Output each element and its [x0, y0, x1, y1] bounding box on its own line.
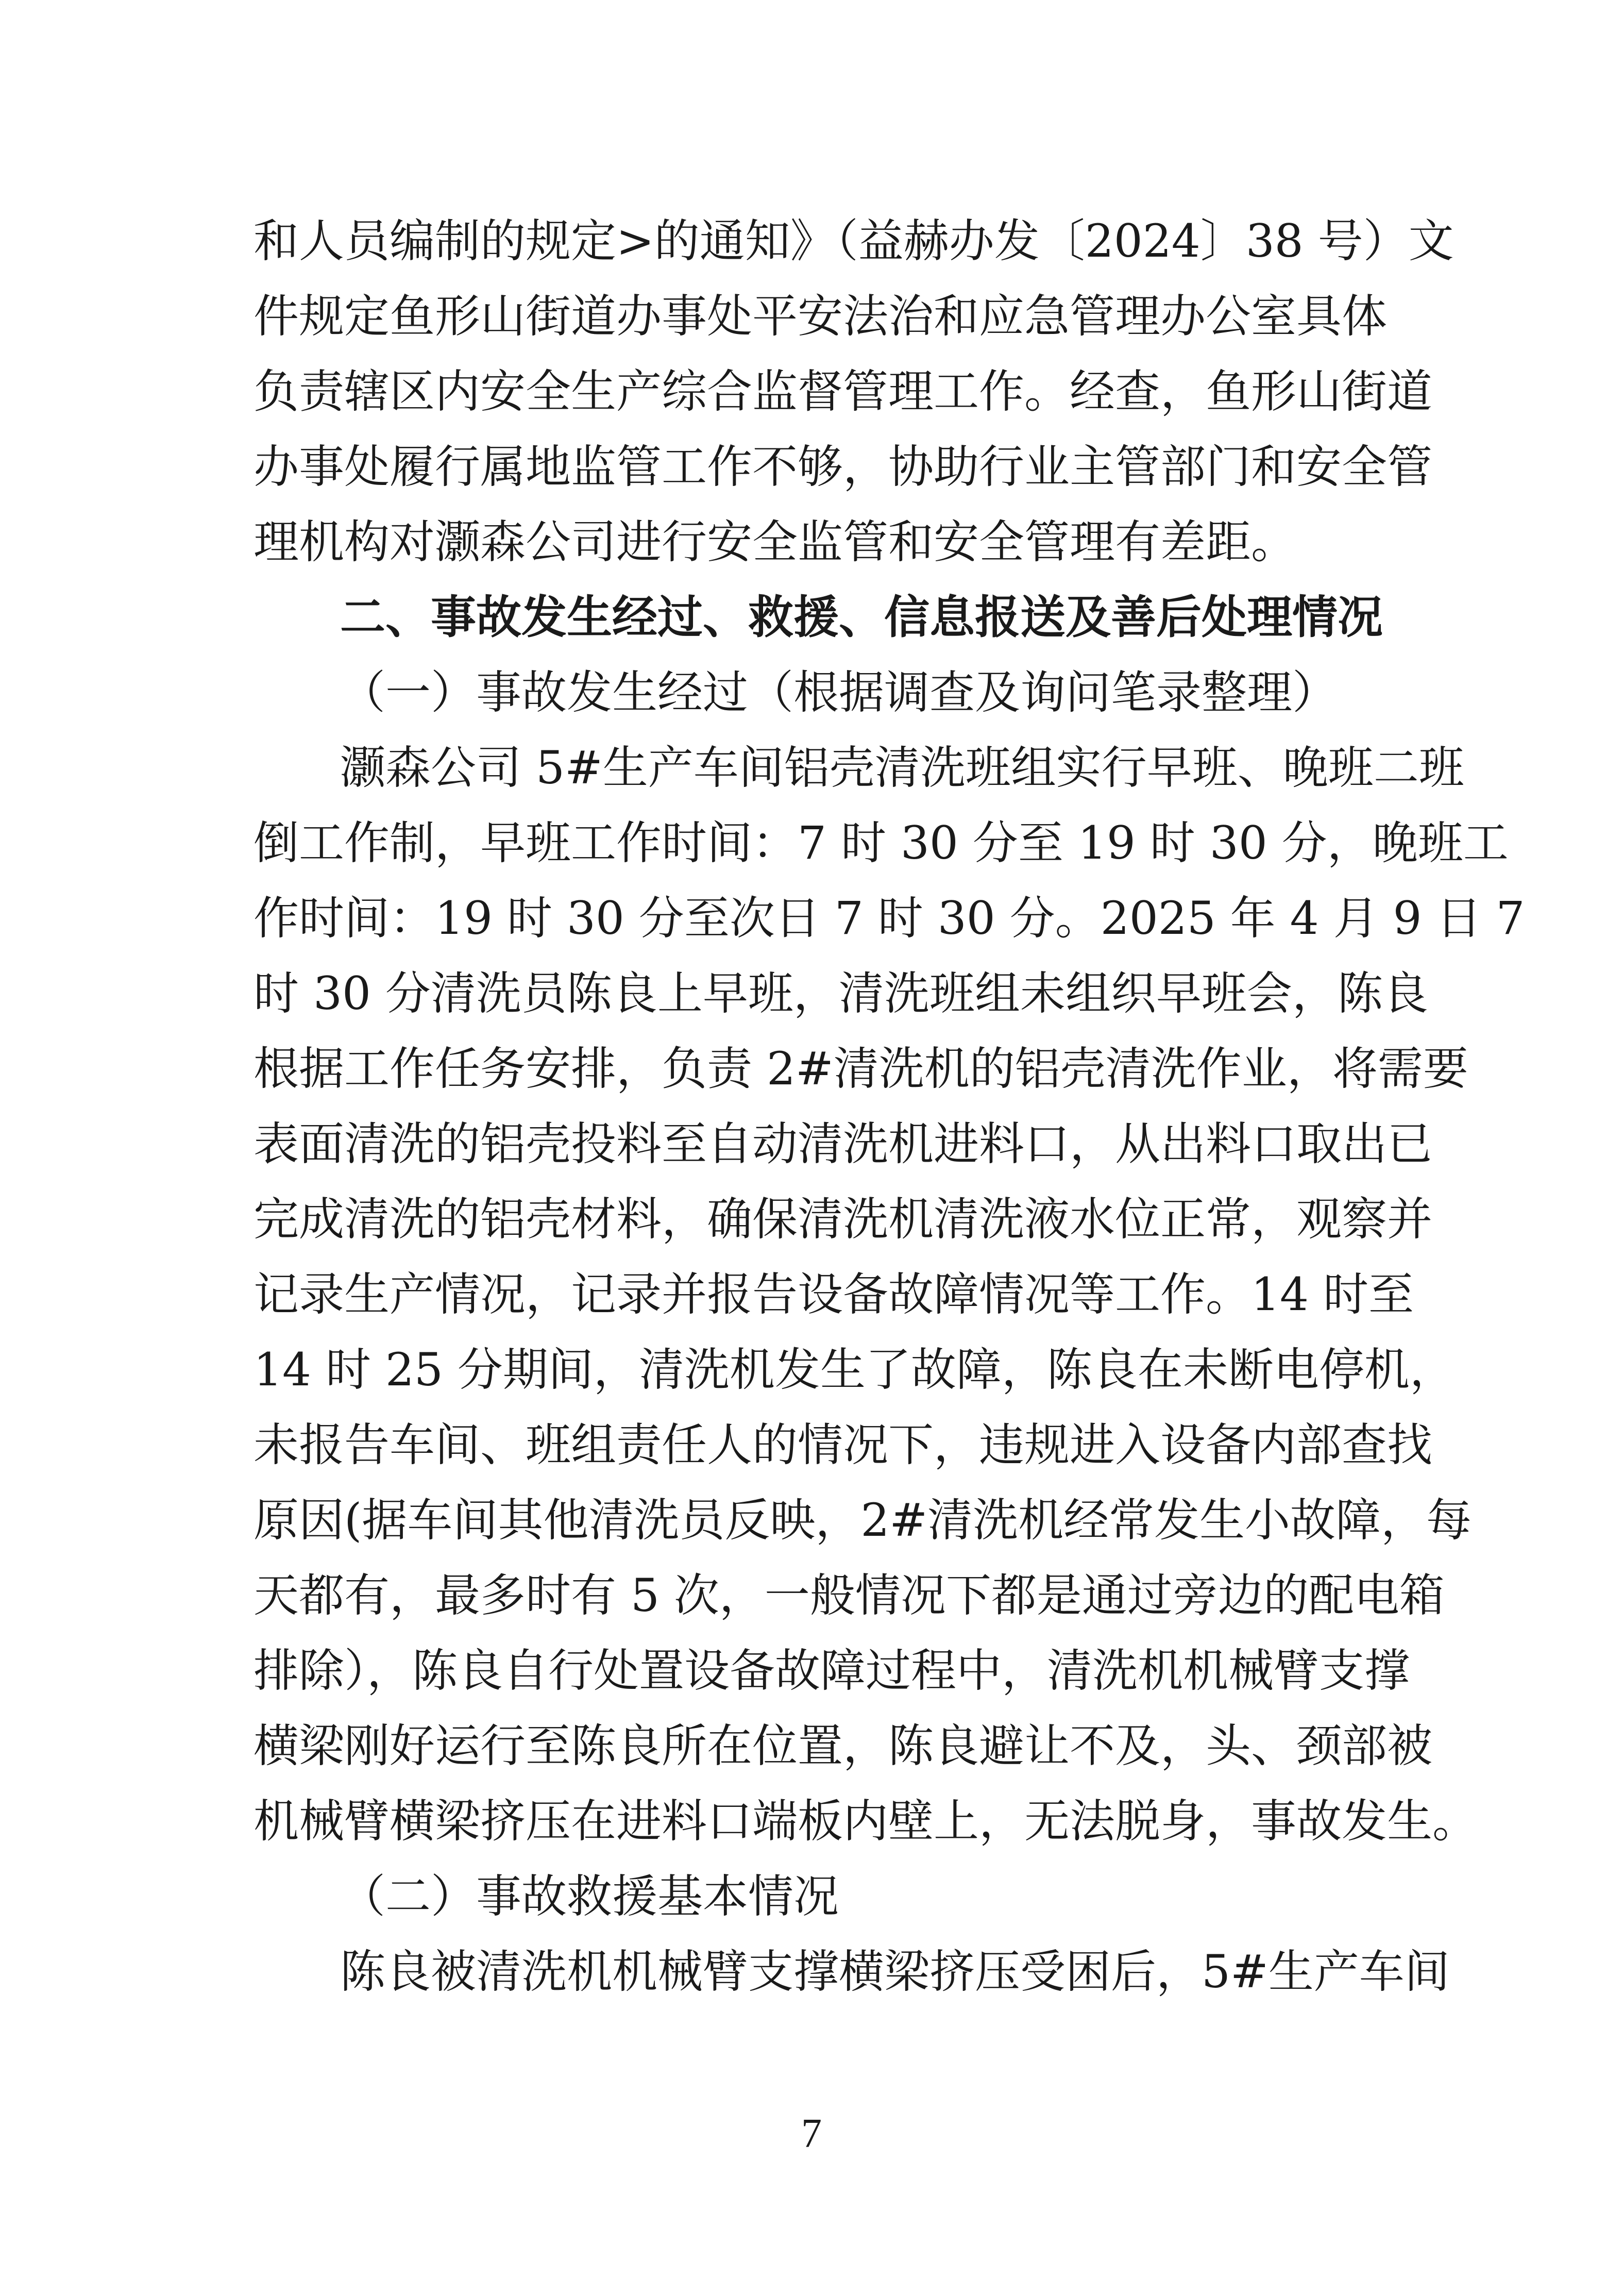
- body-text-line: 排除），陈良自行处置设备故障过程中，清洗机机械臂支撑: [253, 1644, 1410, 1697]
- subsection-heading: （二）事故救援基本情况: [340, 1870, 839, 1923]
- body-text-line: 天都有，最多时有 5 次，一般情况下都是通过旁边的配电箱: [253, 1569, 1445, 1622]
- subsection-heading: （一）事故发生经过（根据调查及询问笔录整理）: [340, 666, 1338, 719]
- body-text-line: 理机构对灏森公司进行安全监管和安全管理有差距。: [253, 515, 1297, 568]
- body-text-line: 根据工作任务安排，负责 2#清洗机的铝壳清洗作业，将需要: [253, 1042, 1468, 1095]
- body-text-line: 记录生产情况，记录并报告设备故障情况等工作。14 时至: [253, 1268, 1414, 1321]
- body-text-line: 灏森公司 5#生产车间铝壳清洗班组实行早班、晚班二班: [340, 741, 1464, 794]
- body-text-line: 完成清洗的铝壳材料，确保清洗机清洗液水位正常，观察并: [253, 1193, 1433, 1246]
- body-text-line: 办事处履行属地监管工作不够，协助行业主管部门和安全管: [253, 440, 1433, 493]
- page-number: 7: [801, 2111, 822, 2156]
- body-text-line: 机械臂横梁挤压在进料口端板内壁上，无法脱身，事故发生。: [253, 1795, 1478, 1848]
- body-text-line: 横梁刚好运行至陈良所在位置，陈良避让不及，头、颈部被: [253, 1719, 1433, 1772]
- body-text-line: 表面清洗的铝壳投料至自动清洗机进料口，从出料口取出已: [253, 1117, 1433, 1170]
- body-text-line: 14 时 25 分期间，清洗机发生了故障，陈良在未断电停机，: [253, 1343, 1455, 1396]
- body-text-line: 和人员编制的规定>的通知》（益赫办发〔2024〕38 号）文: [253, 214, 1454, 267]
- body-text-line: 陈良被清洗机机械臂支撑横梁挤压受困后，5#生产车间: [340, 1945, 1450, 1998]
- body-text-line: 负责辖区内安全生产综合监督管理工作。经查，鱼形山街道: [253, 365, 1433, 418]
- body-text-line: 作时间：19 时 30 分至次日 7 时 30 分。2025 年 4 月 9 日 7: [253, 892, 1525, 945]
- body-text-line: 原因(据车间其他清洗员反映，2#清洗机经常发生小故障，每: [253, 1494, 1472, 1547]
- section-heading: 二、事故发生经过、救援、信息报送及善后处理情况: [340, 591, 1383, 644]
- body-text-line: 倒工作制，早班工作时间：7 时 30 分至 19 时 30 分，晚班工: [253, 816, 1509, 869]
- body-text-line: 件规定鱼形山街道办事处平安法治和应急管理办公室具体: [253, 290, 1388, 343]
- body-text-line: 时 30 分清洗员陈良上早班，清洗班组未组织早班会，陈良: [253, 967, 1428, 1020]
- body-text-line: 未报告车间、班组责任人的情况下，违规进入设备内部查找: [253, 1418, 1433, 1471]
